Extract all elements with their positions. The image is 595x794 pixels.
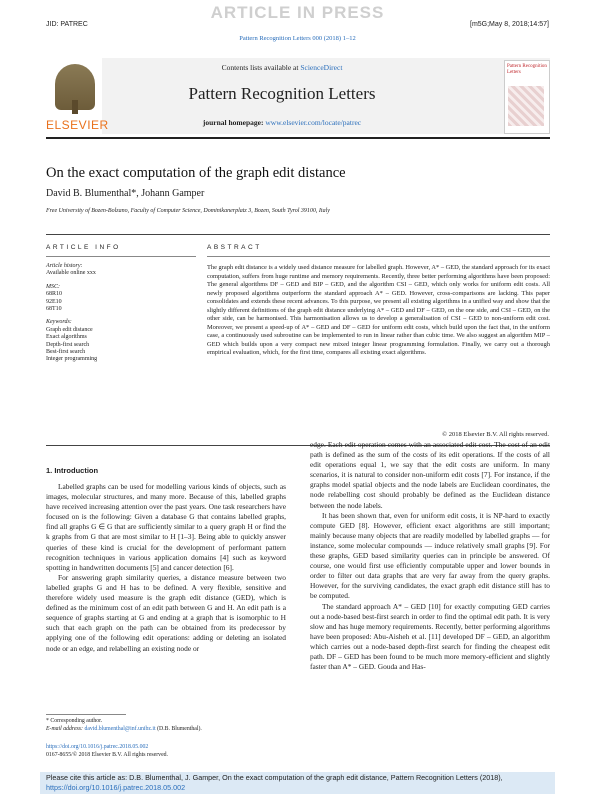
paragraph: The standard approach A* – GED [10] for exactly computing GED carries out a node-based best-first search in order to find the optimal edit path. It is very slow and has huge memory requirements. Recently, better performing algorithms have been proposed: Abu-Aisheh et al. [11] developed DF – GED, an algorithm which carries out a node-based depth-first search for finding the cheapest edit path. DF – GED has been found to be much more memory-efficient and slightly faster than A* – GED. Gouda and Has- <box>310 601 550 672</box>
footnotes <box>46 717 306 733</box>
keyword: Integer programming <box>46 356 98 363</box>
left-column <box>46 482 286 654</box>
corresponding-author-note: * Corresponding author. <box>46 718 103 724</box>
keyword: Depth-first search <box>46 341 90 348</box>
email-link[interactable]: david.blumenthal@inf.unibz.it <box>84 726 156 732</box>
msc-label: MSC: <box>46 283 60 290</box>
email-line <box>46 725 306 733</box>
sciencedirect-link[interactable]: ScienceDirect <box>300 63 343 72</box>
abstract-text: The graph edit distance is a widely used distance measure for labelled graph. However, A* – GED, the standard approach for its exact computation, suffers from huge runtime and memory requirements. Recently, three better performing algorithms have been proposed: The general algorithms DF – GED and BIP – GED, and the algorithm CSI – GED, which only works for uniform edit costs. All newly proposed algorithms outperform the standard approach A* – GED. However, cross-comparisons are lacking. This paper consolidates and extends these recent advances. To this purpose, we present all existing algorithms in a unified way and show that the slightly different definitions of the graph edit distance underlying A* – GED and DF – GED, on the one side, and CSI – GED, on the other side, can be harmonised. This harmonisation allows us to develop a generalisation of CSI – GED to non-uniform edit cost. Moreover, we present a speed-up of A* – GED and DF – GED for uniform edit costs, which build upon the fact that, in the uniform case, a continuously used subroutine can be implemented to run in linear rather than cubic time. We also suggest an algorithm MIP – GED which builds upon a very compact new mixed integer linear programming formulation. Finally, we carry out a thorough empirical evaluation, which, for the first time, compares all existing exact algorithms. <box>207 264 550 357</box>
header-divider <box>46 137 550 139</box>
build-stamp: [m5G;May 8, 2018;14:57] <box>470 21 549 28</box>
tree-trunk <box>72 100 78 114</box>
author-list: David B. Blumenthal*, Johann Gamper <box>46 188 205 199</box>
issn-line: 0167-8655/© 2018 Elsevier B.V. All rights reserved. <box>46 752 168 758</box>
journal-reference-link[interactable]: Pattern Recognition Letters 000 (2018) 1–12 <box>239 35 356 42</box>
copyright-notice: © 2018 Elsevier B.V. All rights reserved. <box>442 431 549 438</box>
keyword: Graph edit distance <box>46 326 93 333</box>
contents-prefix: Contents lists available at <box>221 63 301 72</box>
journal-title: Pattern Recognition Letters <box>188 84 376 103</box>
email-label: E-mail address: <box>46 726 85 732</box>
affiliation: Free University of Bozen-Bolzano, Faculty of Computer Science, Dominikanerplatz 3, Bozen, South Tyrol 39100, Italy <box>46 208 330 214</box>
footnote-divider <box>46 714 126 715</box>
article-info-divider <box>46 256 196 257</box>
divider <box>46 234 550 235</box>
citation-text <box>46 773 551 793</box>
keyword: Best-first search <box>46 349 86 356</box>
cover-title: Pattern Recognition Letters <box>507 64 547 75</box>
abstract-heading: ABSTRACT <box>207 244 262 251</box>
citation-prefix: Please cite this article as: D.B. Blumenthal, J. Gamper, On the exact computation of the graph edit distance, Pattern Recognition Letters (2018), <box>46 773 503 782</box>
homepage-line <box>102 118 462 127</box>
email-suffix: (D.B. Blumenthal). <box>155 726 202 732</box>
paragraph: For answering graph similarity queries, a distance measure between two labelled graphs G and H has to be defined. A very flexible, sensitive and therefore widely used measure is the graph edit distance (GED), which is defined as the minimum cost of an edit path between G and H. An edit path is a sequence of graphs starting at G and ending at a graph that is isomorphic to H such that each graph on the path can be obtained from its predecessor by applying one of the following edit operations: adding or deleting an isolated node or an edge, and relabelling an existing node or <box>46 572 286 653</box>
cover-artwork <box>508 86 544 126</box>
doi-link[interactable]: https://doi.org/10.1016/j.patrec.2018.05.002 <box>46 744 149 750</box>
msc-code: 68R10 <box>46 291 63 298</box>
history-value: Available online xxx <box>46 270 96 277</box>
abstract-divider <box>207 256 550 257</box>
keywords-label: Keywords: <box>46 319 72 326</box>
publisher-name: ELSEVIER <box>46 118 109 132</box>
msc-code: 68T10 <box>46 306 62 313</box>
citation-doi-link[interactable]: https://doi.org/10.1016/j.patrec.2018.05.002 <box>46 783 186 792</box>
contents-line <box>102 63 462 72</box>
journal-id: JID: PATREC <box>46 21 88 28</box>
article-in-press-banner: ARTICLE IN PRESS <box>210 3 385 22</box>
section-heading-introduction: 1. Introduction <box>46 466 99 475</box>
msc-code: 92E10 <box>46 298 62 305</box>
history-label: Article history: <box>46 263 83 269</box>
doi-block <box>46 743 306 759</box>
paragraph: It has been shown that, even for uniform edit costs, it is NP-hard to exactly compute GED [8]. However, efficient exact algorithms are still important; mainly because many objects that are readily modelled by labelled graphs — for instance, some molecular compounds — induce relatively small graphs [9]. For these graphs, GED based similarity queries can in principle be answered. Of course, one would first use efficiently computable upper and lower bounds in order to filter out data graphs that are very far away from the query graphs. However, for the surviving candidates, the exact graph edit distance still has to be computed. <box>310 510 550 601</box>
keyword: Exact algorithms <box>46 334 87 341</box>
paper-title: On the exact computation of the graph edit distance <box>46 165 346 181</box>
homepage-prefix: journal homepage: <box>202 118 266 127</box>
paragraph: Labelled graphs can be used for modelling various kinds of objects, such as images, molecular structures, and many more. Because of this, labelled graphs have received increasing attention over the past years. One task researchers have focused on is the following: Given a database G that contains labelled graphs, find all graphs G ∈ G that are sufficiently similar to a query graph H or find the k graphs from G that are most similar to H [1–3]. Being able to quickly answer queries of these kind is crucial for the development of performant pattern recognition techniques in various application domains [4] such as keyword spotting in handwritten documents [5] and cancer detection [6]. <box>46 482 286 572</box>
right-column <box>310 440 550 672</box>
article-info <box>46 263 196 364</box>
article-info-heading: ARTICLE INFO <box>46 244 121 251</box>
paragraph: edge. Each edit operation comes with an associated edit cost. The cost of an edit path is defined as the sum of the costs of its edit operations. If the costs of all edit operations equal 1, we say that the edit costs are uniform. In many scenarios, it is natural to consider non-uniform edit costs [7]. For instance, if the graphs model spatial objects and the node labels are Euclidean coordinates, the node relabelling cost should probably be defined as the Euclidean distance between the node labels. <box>310 440 550 510</box>
homepage-link[interactable]: www.elsevier.com/locate/patrec <box>265 118 362 127</box>
